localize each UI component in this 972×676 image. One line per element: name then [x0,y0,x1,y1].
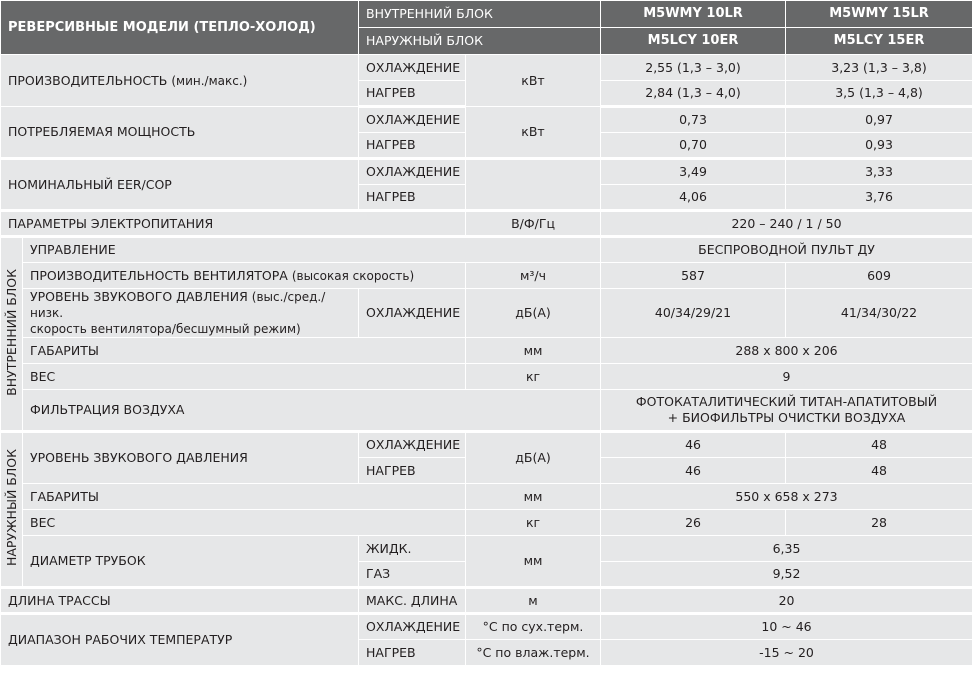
outdoor-noise-cool-model-1: 46 [601,432,786,458]
capacity-label: ПРОИЗВОДИТЕЛЬНОСТЬ (мин./макс.) [1,55,359,107]
mode-cooling: ОХЛАЖДЕНИЕ [359,55,466,81]
eer-cop-unit-empty [466,159,601,211]
power-input-cool-model-1: 0,73 [601,107,786,133]
temp-heat-value: -15 ~ 20 [601,640,972,666]
mode-cooling: ОХЛАЖДЕНИЕ [359,159,466,185]
outdoor-noise-heat-model-2: 48 [786,458,972,484]
table-row [1,338,972,364]
power-supply-unit: В/Ф/Гц [466,211,601,237]
table-row [1,614,972,640]
table-row [1,390,972,432]
mode-cooling: ОХЛАЖДЕНИЕ [359,107,466,133]
outdoor-weight-model-2: 28 [786,510,972,536]
eer-model-1: 3,49 [601,159,786,185]
power-input-heat-model-1: 0,70 [601,133,786,159]
pipe-diameter-unit: мм [466,536,601,588]
indoor-dims-label: ГАБАРИТЫ [23,338,466,364]
pipe-length-value: 20 [601,588,972,614]
mode-cooling: ОХЛАЖДЕНИЕ [359,289,466,338]
indoor-weight-label: ВЕС [23,364,466,390]
outdoor-weight-label: ВЕС [23,510,466,536]
power-supply-value: 220 – 240 / 1 / 50 [601,211,972,237]
pipe-diameter-label: ДИАМЕТР ТРУБОК [23,536,359,588]
table-row [1,107,972,133]
outdoor-noise-heat-model-1: 46 [601,458,786,484]
outdoor-dims-value: 550 x 658 x 273 [601,484,972,510]
outdoor-weight-model-1: 26 [601,510,786,536]
outdoor-dims-unit: мм [466,484,601,510]
capacity-heat-model-1: 2,84 (1,3 – 4,0) [601,81,786,107]
table-row [1,211,972,237]
eer-model-2: 3,33 [786,159,972,185]
indoor-noise-label: УРОВЕНЬ ЗВУКОВОГО ДАВЛЕНИЯ (выс./сред./низк. скорость вентилятора/бесшумный режим) [23,289,359,338]
pipe-length-unit: м [466,588,601,614]
model-2-outdoor: M5LCY 15ER [786,28,972,55]
capacity-heat-model-2: 3,5 (1,3 – 4,8) [786,81,972,107]
table-row [1,588,972,614]
outdoor-dims-label: ГАБАРИТЫ [23,484,466,510]
mode-heating: НАГРЕВ [359,81,466,107]
pipe-liquid-label: ЖИДК. [359,536,466,562]
power-supply-label: ПАРАМЕТРЫ ЭЛЕКТРОПИТАНИЯ [1,211,466,237]
pipe-length-label: ДЛИНА ТРАССЫ [1,588,359,614]
indoor-dims-unit: мм [466,338,601,364]
table-row [1,159,972,185]
power-input-heat-model-2: 0,93 [786,133,972,159]
control-value: БЕСПРОВОДНОЙ ПУЛЬТ ДУ [601,237,972,263]
power-input-label: ПОТРЕБЛЯЕМАЯ МОЩНОСТЬ [1,107,359,159]
mode-heating: НАГРЕВ [359,640,466,666]
mode-cooling: ОХЛАЖДЕНИЕ [359,614,466,640]
pipe-length-sublabel: МАКС. ДЛИНА [359,588,466,614]
table-row [1,432,972,458]
temp-heat-unit: °С по влаж.терм. [466,640,601,666]
mode-cooling: ОХЛАЖДЕНИЕ [359,432,466,458]
control-label: УПРАВЛЕНИЕ [23,237,601,263]
outdoor-noise-label: УРОВЕНЬ ЗВУКОВОГО ДАВЛЕНИЯ [23,432,359,484]
airflow-model-1: 587 [601,263,786,289]
temp-cool-value: 10 ~ 46 [601,614,972,640]
indoor-noise-model-1: 40/34/29/21 [601,289,786,338]
pipe-gas-value: 9,52 [601,562,972,588]
temp-range-label: ДИАПАЗОН РАБОЧИХ ТЕМПЕРАТУР [1,614,359,666]
outdoor-section-label: НАРУЖНЫЙ БЛОК [1,432,23,588]
table-row [1,289,972,338]
filter-label: ФИЛЬТРАЦИЯ ВОЗДУХА [23,390,601,432]
outdoor-unit-header: НАРУЖНЫЙ БЛОК [359,28,601,55]
table-title: РЕВЕРСИВНЫЕ МОДЕЛИ (ТЕПЛО-ХОЛОД) [1,1,359,55]
mode-heating: НАГРЕВ [359,133,466,159]
pipe-liquid-value: 6,35 [601,536,972,562]
indoor-unit-header: ВНУТРЕННИЙ БЛОК [359,1,601,28]
model-1-outdoor: M5LCY 10ER [601,28,786,55]
table-row [1,263,972,289]
table-row [1,510,972,536]
airflow-model-2: 609 [786,263,972,289]
header-row-indoor [1,1,972,28]
power-input-unit: кВт [466,107,601,159]
outdoor-noise-cool-model-2: 48 [786,432,972,458]
indoor-section-label: ВНУТРЕННИЙ БЛОК [1,237,23,432]
capacity-cool-model-1: 2,55 (1,3 – 3,0) [601,55,786,81]
table-row [1,536,972,562]
power-input-cool-model-2: 0,97 [786,107,972,133]
indoor-noise-model-2: 41/34/30/22 [786,289,972,338]
table-row [1,55,972,81]
airflow-label: ПРОИЗВОДИТЕЛЬНОСТЬ ВЕНТИЛЯТОРА (высокая скорость) [23,263,466,289]
pipe-gas-label: ГАЗ [359,562,466,588]
temp-cool-unit: °С по сух.терм. [466,614,601,640]
indoor-weight-value: 9 [601,364,972,390]
cop-model-1: 4,06 [601,185,786,211]
cop-model-2: 3,76 [786,185,972,211]
indoor-weight-unit: кг [466,364,601,390]
outdoor-weight-unit: кг [466,510,601,536]
outdoor-noise-unit: дБ(А) [466,432,601,484]
airflow-unit: м³/ч [466,263,601,289]
table-row [1,237,972,263]
indoor-noise-unit: дБ(А) [466,289,601,338]
capacity-cool-model-2: 3,23 (1,3 – 3,8) [786,55,972,81]
model-2-indoor: M5WMY 15LR [786,1,972,28]
capacity-unit: кВт [466,55,601,107]
eer-cop-label: НОМИНАЛЬНЫЙ EER/COP [1,159,359,211]
model-1-indoor: M5WMY 10LR [601,1,786,28]
filter-value: ФОТОКАТАЛИТИЧЕСКИЙ ТИТАН-АПАТИТОВЫЙ + БИОФИЛЬТРЫ ОЧИСТКИ ВОЗДУХА [601,390,972,432]
mode-heating: НАГРЕВ [359,458,466,484]
table-row [1,364,972,390]
table-row [1,484,972,510]
mode-heating: НАГРЕВ [359,185,466,211]
indoor-dims-value: 288 x 800 x 206 [601,338,972,364]
